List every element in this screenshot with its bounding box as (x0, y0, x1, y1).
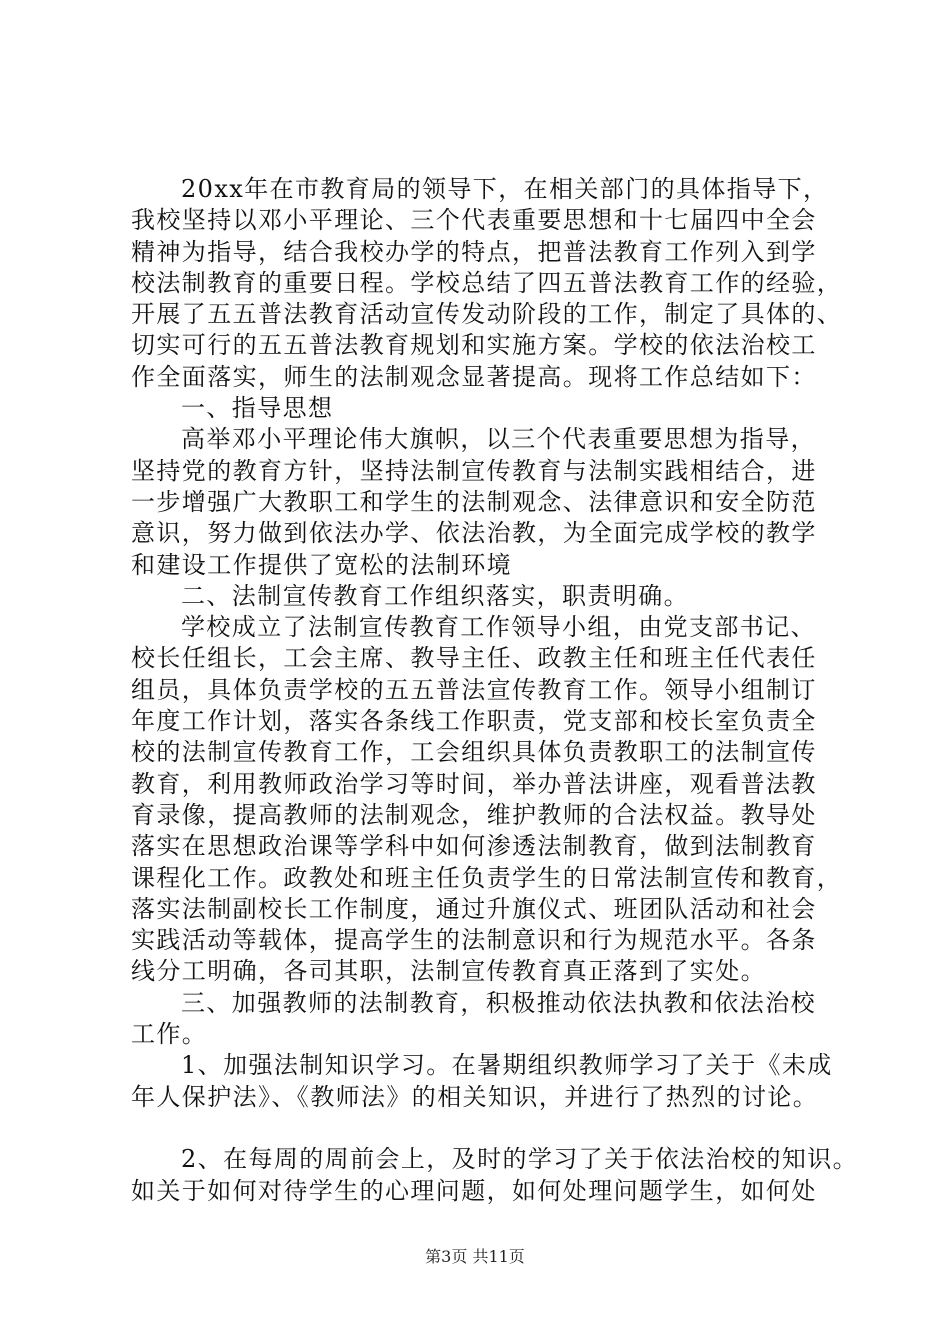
text-line: 一步增强广大教职工和学生的法制观念、法律意识和安全防范 (131, 487, 817, 516)
text-line: 落实法制副校长工作制度，通过升旗仪式、班团队活动和社会 (131, 894, 817, 923)
text-line: 落实在思想政治课等学科中如何渗透法制教育，做到法制教育 (131, 832, 817, 861)
text-line: 高举邓小平理论伟大旗帜，以三个代表重要思想为指导， (181, 425, 816, 454)
text-line: 组员，具体负责学校的五五普法宣传教育工作。领导小组制订 (131, 675, 817, 704)
section-heading: 二、法制宣传教育工作组织落实，职责明确。 (181, 581, 689, 610)
document-body (131, 174, 859, 1207)
text-line: 育录像，提高教师的法制观念，维护教师的合法权益。教导处 (131, 800, 817, 829)
blank-line (131, 1113, 831, 1144)
text-line: 年人保护法》、《教师法》的相关知识，并进行了热烈的讨论。 (131, 1082, 819, 1111)
text-line: 校的法制宣传教育工作，工会组织具体负责教职工的法制宣传 (131, 738, 817, 767)
text-line: 教育，利用教师政治学习等时间，举办普法讲座，观看普法教 (131, 769, 817, 798)
section-heading-continued: 工作。 (131, 1020, 208, 1049)
section-heading: 一、指导思想 (181, 394, 334, 423)
text-line: 意识，努力做到依法办学、依法治教，为全面完成学校的教学 (131, 519, 817, 548)
text-line: 切实可行的五五普法教育规划和实施方案。学校的依法治校工 (131, 331, 817, 360)
text-line: 和建设工作提供了宽松的法制环境 (131, 550, 512, 579)
page-footer: 第3页 共11页 (425, 1247, 525, 1266)
text-line: 学校成立了法制宣传教育工作领导小组，由党支部书记、 (181, 613, 816, 642)
text-line: 线分工明确，各司其职，法制宣传教育真正落到了实处。 (131, 957, 766, 986)
section-heading: 三、加强教师的法制教育，积极推动依法执教和依法治校 (181, 988, 816, 1017)
text-line: 我校坚持以邓小平理论、三个代表重要思想和十七届四中全会 (131, 206, 817, 235)
text-line: 坚持党的教育方针，坚持法制宣传教育与法制实践相结合，进 (131, 456, 817, 485)
text-line: 年度工作计划，落实各条线工作职责，党支部和校长室负责全 (131, 707, 817, 736)
text-line: 精神为指导，结合我校办学的特点，把普法教育工作列入到学 (131, 237, 817, 266)
text-line: 校法制教育的重要日程。学校总结了四五普法教育工作的经验， (131, 268, 843, 297)
text-line: 1、加强法制知识学习。在暑期组织教师学习了关于《未成 (181, 1051, 833, 1080)
text-line: 作全面落实，师生的法制观念显著提高。现将工作总结如下： (131, 362, 817, 391)
text-line: 如关于如何对待学生的心理问题，如何处理问题学生，如何处 (131, 1176, 817, 1205)
text-line: 实践活动等载体，提高学生的法制意识和行为规范水平。各条 (131, 926, 817, 955)
text-line: 2、在每周的周前会上，及时的学习了关于依法治校的知识。 (181, 1145, 859, 1174)
text-line: 课程化工作。政教处和班主任负责学生的日常法制宣传和教育， (131, 863, 843, 892)
text-line: 校长任组长，工会主席、教导主任、政教主任和班主任代表任 (131, 644, 817, 673)
text-line: 开展了五五普法教育活动宣传发动阶段的工作，制定了具体的、 (131, 300, 843, 329)
text-line: 20xx年在市教育局的领导下，在相关部门的具体指导下， (181, 175, 829, 203)
